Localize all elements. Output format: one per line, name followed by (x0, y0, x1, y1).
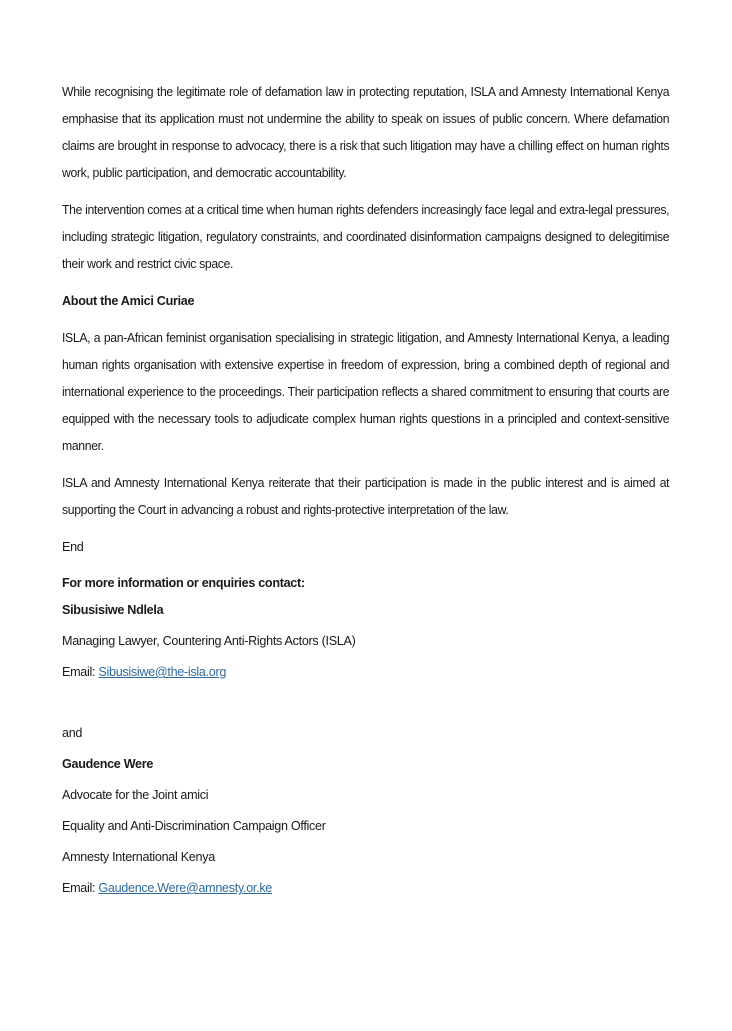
contact-card-2 (62, 749, 669, 904)
contact-card-1 (62, 595, 669, 688)
paragraph-reiterate: ISLA and Amnesty International Kenya reiterate that their participation is made in the public interest and is aimed at supporting the Court in advancing a robust and rights-protective interpretation of the law. (62, 476, 670, 517)
document-page (62, 79, 669, 904)
contact-1-email-link[interactable]: Sibusisiwe@the-isla.org (98, 665, 227, 679)
contact-2-role-2: Equality and Anti-Discrimination Campaign Officer (62, 819, 326, 833)
contact-1-email-line (62, 657, 669, 688)
contact-2-role-1: Advocate for the Joint amici (62, 788, 209, 802)
contact-2-name: Gaudence Were (62, 757, 154, 771)
contact-1-email-label: Email: (62, 665, 99, 679)
contact-2-email-line (62, 873, 669, 904)
paragraph-defamation: While recognising the legitimate role of defamation law in protecting reputation, ISLA and Amnesty International Kenya emphasise that its application must not undermine the ability to speak on issues of public concern. Where defamation claims are brought in response to advocacy, there is a risk that such litigation may have a chilling effect on human rights work, public participation, and democratic accountability. (62, 85, 670, 180)
paragraph-intervention: The intervention comes at a critical time when human rights defenders increasingly face legal and extra-legal pressures, including strategic litigation, regulatory constraints, and coordinated disinformation campaigns designed to delegitimise their work and restrict civic space. (62, 203, 670, 271)
conjunction-and: and (62, 726, 83, 740)
spacer (62, 688, 669, 718)
contact-1-title: Managing Lawyer, Countering Anti-Rights Actors (ISLA) (62, 634, 356, 648)
contact-2-email-label: Email: (62, 881, 99, 895)
contact-1-name: Sibusisiwe Ndlela (62, 603, 164, 617)
contact-2-email-link[interactable]: Gaudence.Were@amnesty.or.ke (98, 881, 273, 895)
contact-2-org: Amnesty International Kenya (62, 850, 215, 864)
contact-section (62, 571, 669, 904)
heading-amici-curiae: About the Amici Curiae (62, 294, 195, 308)
end-marker: End (62, 540, 84, 554)
contact-heading: For more information or enquiries contact: (62, 576, 305, 590)
paragraph-about-amici: ISLA, a pan-African feminist organisation specialising in strategic litigation, and Amnesty International Kenya, a leading human rights organisation with extensive expertise in freedom of expression, bring a combined depth of regional and international experience to the proceedings. Their participation reflects a shared commitment to ensuring that courts are equipped with the necessary tools to adjudicate complex human rights questions in a principled and context-sensitive manner. (62, 331, 670, 453)
